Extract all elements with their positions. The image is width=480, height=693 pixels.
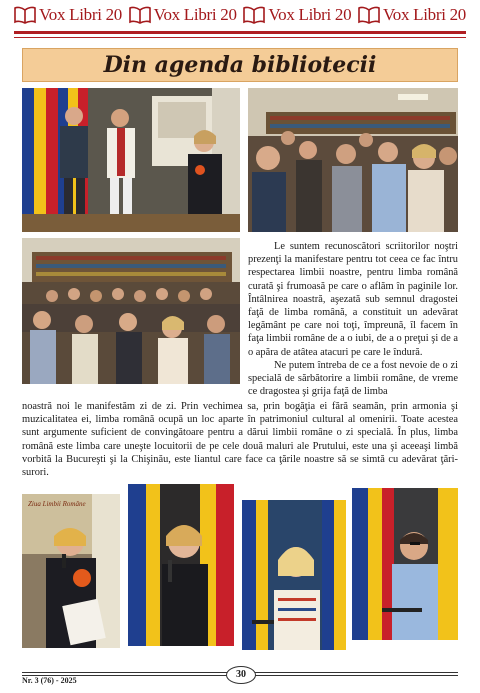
brand-text: Vox Libri 20 xyxy=(268,5,352,24)
article-full-width xyxy=(22,400,458,479)
article-paragraph-2-end: noastră noi le manifestăm zi de zi. Prin vechimea sa, prin bogăţia ei fără seamăn, prin armonia şi muzicalitatea ei, limba română ocupă un loc aparte în patrimoniul cultural al omenirii. Toate acestea sunt argumente suficient de convingătoare pentru a dărui limbii române o zi specială. În plus, limba română este limba care uneşte locuitorii de pe cele două maluri ale Prutului, este una şi aceeaşi limbă vorbită la Bucureşti şi la Chişinău, este liantul care face ca ţările noastre să se simtă cu adevărat ţări-surori. xyxy=(22,401,458,479)
article-column xyxy=(248,240,458,398)
brand-1 xyxy=(14,5,122,25)
masthead xyxy=(14,4,466,26)
header-rule-thin xyxy=(14,37,466,38)
photo-audience-front xyxy=(248,88,458,232)
section-title-box xyxy=(22,48,458,82)
open-book-icon xyxy=(243,6,265,24)
brand-4 xyxy=(358,5,466,25)
brand-text: Vox Libri 20 xyxy=(39,5,122,24)
open-book-icon xyxy=(129,6,151,24)
photo-speakers-podium xyxy=(22,88,240,232)
section-title: Din agenda bibliotecii xyxy=(103,52,377,78)
brand-3 xyxy=(243,5,351,25)
photo-speaker-flags xyxy=(128,484,234,646)
header-rule-thick xyxy=(14,31,466,34)
open-book-icon xyxy=(358,6,380,24)
article-paragraph-1: Le suntem recunoscători scriitorilor noştri prezenţi la manifestare pentru tot ceea ce fac întru respectarea limbii noastre, pentru limba română curată şi frumoasă pe care o aflăm în paginile lor. Întâlnirea noastră, aşezată sub semnul dragostei faţă de limba română, a constituit un adevărat legământ pe care noi toţi, împreună, îl facem în faţa limbii române de a o iubi, de a o preţui şi de a o apăra de atâtea atacuri pe care le îndură. xyxy=(248,241,458,358)
brand-2 xyxy=(129,5,237,25)
brand-text: Vox Libri 20 xyxy=(383,5,466,24)
photo-man-blue-shirt xyxy=(352,488,458,640)
brand-text: Vox Libri 20 xyxy=(153,5,237,24)
open-book-icon xyxy=(14,6,36,24)
page-number: 30 xyxy=(226,666,256,684)
photo-audience-wide xyxy=(22,238,240,384)
photo-sign-text: Ziua Limbii Române xyxy=(28,500,86,508)
article-paragraph-2-start: Ne putem întreba de ce a fost nevoie de o zi specială de sărbătorire a limbii române, de vreme ce dragostea şi grija faţă de limba xyxy=(248,359,458,398)
issue-number: Nr. 3 (76) - 2025 xyxy=(22,676,77,685)
photo-woman-embroidered-blouse xyxy=(242,500,346,650)
photo-woman-microphone xyxy=(22,494,120,648)
